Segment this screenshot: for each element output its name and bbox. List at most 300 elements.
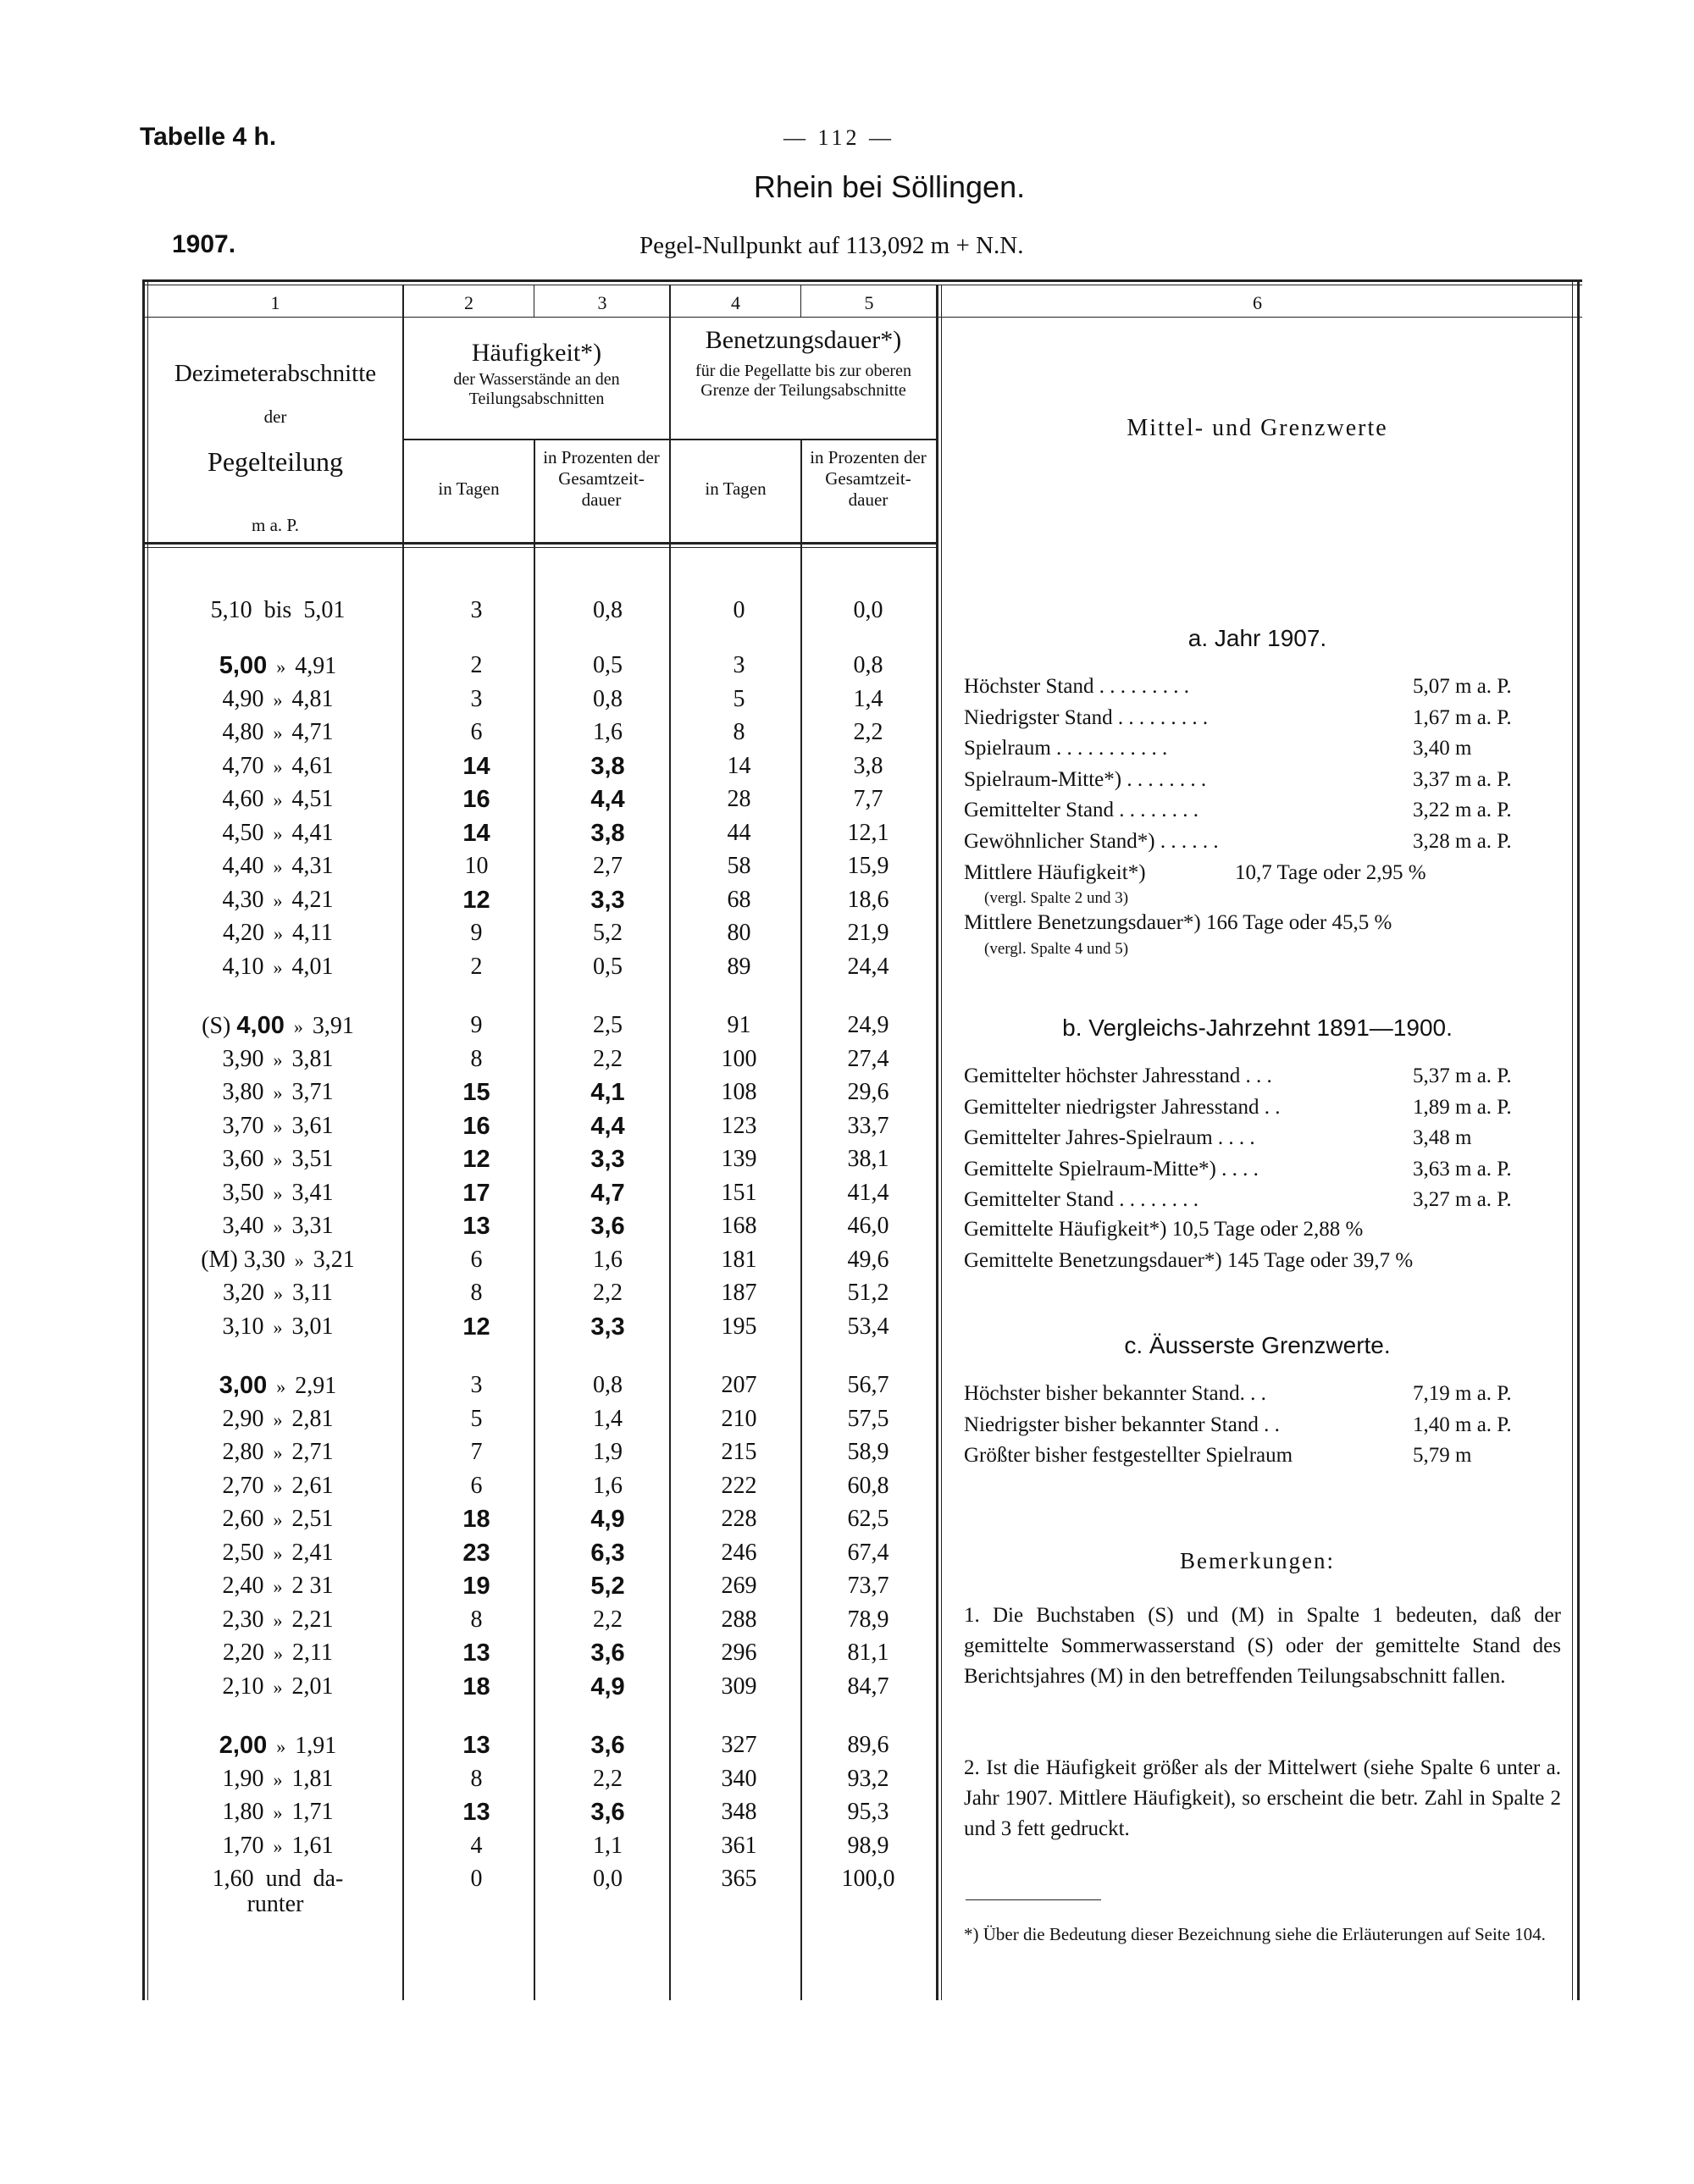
section-a-label: Höchster Stand . . . . . . . . . [964, 675, 1189, 698]
last-row-continuation: runter [246, 1891, 304, 1917]
pegel-range [142, 786, 413, 813]
table-row [0, 1639, 936, 1673]
benetzung-days: 195 [721, 1313, 757, 1340]
table-row [0, 1180, 936, 1214]
table-row [0, 1673, 936, 1707]
benetzung-percent: 73,7 [847, 1573, 889, 1599]
section-c-title: c. Äusserste Grenzwerte. [1124, 1332, 1391, 1358]
range-separator: » [263, 1768, 292, 1790]
table-right-border-inner [1572, 279, 1573, 2000]
range-separator: » [263, 856, 292, 877]
haeufigkeit-percent: 2,2 [593, 1765, 623, 1792]
pegel-range [142, 1732, 413, 1760]
benetzung-percent: 27,4 [847, 1045, 889, 1072]
section-a-value: 3,37 m a. P. [1413, 767, 1512, 791]
haeufigkeit-days: 6 [470, 1472, 483, 1499]
table-row [0, 1506, 936, 1540]
range-from: 4,20 [223, 920, 265, 946]
table-row [0, 1012, 936, 1046]
section-b-value: 1,89 m a. P. [1413, 1095, 1512, 1119]
range-from: 4,50 [222, 819, 264, 846]
haeufigkeit-percent: 0,5 [593, 652, 623, 678]
haeufigkeit-days: 13 [462, 1799, 490, 1826]
range-to: 4,21 [291, 886, 334, 913]
section-b-label: Gemittelte Spielraum-Mitte*) . . . . [964, 1157, 1259, 1180]
range-from: 3,00 [219, 1372, 268, 1399]
range-to: 3,71 [291, 1079, 334, 1105]
haeufigkeit-days: 5 [470, 1405, 483, 1432]
table-row [0, 753, 936, 787]
range-separator: » [263, 1182, 292, 1204]
pegel-range [142, 1573, 413, 1600]
haeufigkeit-percent: 1,6 [593, 719, 623, 745]
haeufigkeit-days: 16 [462, 1112, 490, 1140]
pegel-range [142, 920, 413, 947]
section-a-value: 1,67 m a. P. [1413, 705, 1512, 729]
benetzung-days: 5 [733, 685, 745, 712]
range-to: 2,71 [291, 1439, 334, 1465]
benetzung-percent: 0,8 [853, 652, 883, 678]
subheader-rule-4-5 [669, 439, 936, 440]
table-row [0, 1406, 936, 1440]
col1-title: Dezimeterabschnitte [174, 360, 377, 387]
benetzung-percent: 62,5 [847, 1506, 889, 1532]
table-row [0, 1280, 936, 1313]
haeufigkeit-days: 23 [462, 1539, 490, 1567]
range-to: 2,01 [291, 1673, 334, 1700]
pegel-range [142, 1639, 413, 1667]
pegel-range [142, 1046, 413, 1073]
haeufigkeit-days: 8 [470, 1045, 483, 1072]
haeufigkeit-days: 7 [470, 1439, 483, 1465]
haeufigkeit-days: 9 [470, 1012, 483, 1038]
table-row [0, 1573, 936, 1606]
col-number-2: 2 [464, 292, 473, 313]
pegel-range [142, 1280, 413, 1307]
range-from: 4,80 [222, 719, 264, 745]
benetzung-percent: 51,2 [847, 1280, 889, 1306]
pegel-range [142, 1439, 413, 1466]
range-separator: » [263, 1216, 292, 1237]
table-row [0, 1439, 936, 1473]
section-b-haeufigkeit [964, 1218, 1557, 1248]
section-a-mittlere-haeufigkeit [964, 861, 1557, 892]
range-to: 3,11 [292, 1280, 333, 1306]
range-separator: » [264, 923, 293, 944]
haeufigkeit-days: 13 [462, 1639, 490, 1667]
benetzung-days: 151 [721, 1179, 757, 1206]
section-a-item [964, 768, 1557, 799]
benetzung-days: 222 [721, 1472, 757, 1499]
haeufigkeit-percent: 3,3 [590, 1146, 625, 1173]
section-a-value: 3,22 m a. P. [1413, 799, 1512, 821]
col-number-1: 1 [270, 292, 280, 313]
range-from: 3,80 [222, 1079, 264, 1105]
mittlere-benetzung-label: Mittlere Benetzungsdauer*) 166 Tage oder 45,5 % [964, 911, 1392, 934]
haeufigkeit-days: 14 [462, 819, 490, 847]
col-number-5: 5 [864, 292, 874, 313]
benetzung-days: 100 [721, 1045, 757, 1072]
range-to: 4,71 [291, 719, 334, 745]
range-from: 2,50 [222, 1539, 264, 1566]
pegel-range [142, 719, 413, 746]
range-to: 3,01 [291, 1313, 334, 1340]
haeufigkeit-days: 9 [470, 920, 483, 946]
haeufigkeit-percent: 3,8 [590, 752, 625, 780]
col1-pegelteilung: Pegelteilung [208, 446, 343, 477]
haeufigkeit-days: 6 [470, 1246, 483, 1273]
haeufigkeit-percent: 4,7 [590, 1179, 625, 1207]
benetzung-percent: 1,4 [853, 685, 883, 712]
range-from: 3,10 [222, 1313, 264, 1340]
benetzung-days: 327 [721, 1732, 757, 1758]
haeufigkeit-days: 16 [462, 786, 490, 813]
benetzung-days: 123 [721, 1112, 757, 1139]
subtitle: Pegel-Nullpunkt auf 113,092 m + N.N. [639, 232, 1024, 259]
range-from: 2,80 [222, 1439, 264, 1465]
benetzung-percent: 60,8 [847, 1472, 889, 1499]
benetzung-percent: 24,4 [847, 953, 889, 980]
section-a-item [964, 799, 1557, 829]
benetzung-days: 207 [721, 1372, 757, 1398]
range-separator: » [263, 889, 292, 911]
range-separator: » [267, 1736, 296, 1757]
section-a-item [964, 830, 1557, 860]
section-a-value: 5,07 m a. P. [1413, 675, 1512, 698]
haeufigkeit-percent: 1,9 [593, 1439, 623, 1465]
range-from: 3,40 [222, 1213, 264, 1239]
table-label: Tabelle 4 h. [140, 123, 277, 151]
haeufigkeit-days: 14 [462, 752, 490, 780]
pegel-range [142, 1866, 413, 1893]
haeufigkeit-days: 2 [470, 652, 483, 678]
range-marker: (S) [202, 1013, 237, 1039]
range-separator: » [263, 1475, 292, 1497]
haeufigkeit-days: 8 [470, 1280, 483, 1306]
section-b-label: Gemittelter Stand . . . . . . . . [964, 1188, 1199, 1211]
range-from: 4,00 [236, 1012, 285, 1039]
benetzung-days: 58 [727, 853, 751, 879]
range-to: 3,31 [291, 1213, 334, 1239]
benetzung-percent: 53,4 [847, 1313, 889, 1340]
range-from: 1,70 [222, 1832, 264, 1859]
section-b-benetzung [964, 1249, 1557, 1280]
range-from: 2,30 [222, 1606, 264, 1633]
benetzung-days: 139 [721, 1146, 757, 1172]
range-from: 3,90 [222, 1045, 264, 1072]
section-b-item [964, 1188, 1557, 1219]
header-bottom-rule [142, 542, 938, 545]
table-row [0, 1046, 936, 1080]
table-row [0, 1213, 936, 1247]
pegel-range [142, 1673, 413, 1700]
haeufigkeit-days: 10 [464, 853, 489, 879]
table-row [0, 1606, 936, 1640]
pegel-range [142, 1606, 413, 1634]
range-to: 3,61 [291, 1112, 334, 1139]
table-row [0, 686, 936, 720]
haeufigkeit-days: 12 [462, 1313, 490, 1341]
haeufigkeit-percent: 3,3 [590, 1313, 625, 1341]
benetzung-percent: 81,1 [847, 1639, 889, 1666]
haeufigkeit-percent: 5,2 [593, 920, 623, 946]
haeufigkeit-percent: 4,4 [590, 1112, 625, 1140]
range-to: 2,21 [291, 1606, 334, 1633]
pegel-range [142, 686, 413, 713]
haeufigkeit-percent: 1,1 [593, 1832, 623, 1859]
benetzung-percent: 57,5 [847, 1405, 889, 1432]
col-number-rule [142, 317, 1582, 318]
pegel-range [142, 652, 413, 680]
range-to: 4,81 [291, 685, 334, 712]
gemittelte-benetzung: Gemittelte Benetzungsdauer*) 145 Tage oder 39,7 % [964, 1249, 1414, 1272]
range-separator: und [253, 1866, 313, 1892]
pegel-range [142, 1213, 413, 1240]
range-separator: » [263, 1609, 292, 1631]
haeufigkeit-days: 2 [470, 953, 483, 980]
haeufigkeit-percent: 3,6 [590, 1639, 625, 1667]
pegel-range [142, 820, 413, 847]
haeufigkeit-days: 13 [462, 1732, 490, 1759]
table-row [0, 1372, 936, 1406]
benetzung-days: 361 [721, 1832, 757, 1859]
mittlere-haeufigkeit-ref: (vergl. Spalte 2 und 3) [984, 889, 1129, 907]
benetzung-percent: 95,3 [847, 1799, 889, 1825]
haeufigkeit-days: 8 [470, 1606, 483, 1633]
range-separator: » [263, 1802, 292, 1823]
pegel-range [142, 954, 413, 981]
haeufigkeit-percent: 4,9 [590, 1673, 625, 1700]
haeufigkeit-days: 6 [470, 719, 483, 745]
pegel-range [142, 1313, 413, 1341]
table-row [0, 719, 936, 753]
mittlere-haeufigkeit-value: 10,7 Tage oder 2,95 % [1235, 861, 1426, 884]
range-from: 4,30 [222, 886, 264, 913]
page-title: Rhein bei Söllingen. [753, 169, 1026, 204]
range-to: 1,81 [291, 1765, 334, 1792]
haeufigkeit-percent: 2,2 [593, 1045, 623, 1072]
section-a-item [964, 706, 1557, 737]
table-row [0, 1766, 936, 1800]
range-to: 3,21 [313, 1246, 355, 1273]
section-a-label: Spielraum . . . . . . . . . . . [964, 737, 1168, 760]
benetzung-days: 296 [721, 1639, 757, 1666]
range-to: 2,91 [295, 1373, 337, 1399]
table-row [0, 954, 936, 987]
range-from: 1,90 [222, 1765, 264, 1792]
benetzung-percent: 58,9 [847, 1439, 889, 1465]
benetzung-days: 228 [721, 1506, 757, 1532]
range-from: 1,80 [222, 1799, 264, 1825]
range-separator: » [285, 1249, 313, 1271]
range-separator: » [264, 1643, 293, 1664]
range-to: 4,31 [291, 853, 334, 879]
range-to: 1,61 [291, 1832, 334, 1859]
range-separator: » [263, 755, 292, 777]
remark-2: 2. Ist die Häufigkeit größer als der Mittelwert (siehe Spalte 6 unter a. Jahr 1907. Mittlere Häufigkeit), so erscheint die betr. Zahl in Spalte 2 und 3 fett gedruckt. [964, 1756, 1561, 1840]
benetzung-percent: 18,6 [847, 886, 889, 913]
pegel-range [142, 753, 413, 780]
benetzung-percent: 98,9 [847, 1832, 889, 1859]
haeufigkeit-days: 0 [470, 1866, 483, 1892]
benetzung-days: 28 [727, 786, 751, 812]
benetzung-days: 3 [733, 652, 745, 678]
benetzung-percent: 78,9 [847, 1606, 889, 1633]
range-from: 2,90 [222, 1405, 264, 1432]
benetzung-days: 246 [721, 1539, 757, 1566]
benetzung-percent: 84,7 [847, 1673, 889, 1700]
benetzung-percent: 38,1 [847, 1146, 889, 1172]
haeufigkeit-percent: 4,9 [590, 1506, 625, 1533]
haeufigkeit-percent: 1,6 [593, 1472, 623, 1499]
benetzung-days: 309 [721, 1673, 757, 1700]
col-divider-4-upper [800, 285, 801, 317]
pegel-range [142, 1506, 413, 1533]
section-c-label: Größter bisher festgestellter Spielraum [964, 1444, 1293, 1467]
benetzung-days: 68 [727, 886, 751, 913]
range-separator: » [263, 789, 292, 810]
haeufigkeit-days: 3 [470, 1372, 483, 1398]
range-separator: » [263, 1442, 292, 1463]
pegel-range [142, 1473, 413, 1500]
section-a-label: Niedrigster Stand . . . . . . . . . [964, 705, 1209, 729]
section-c-label: Höchster bisher bekannter Stand. . . [964, 1382, 1266, 1405]
haeufigkeit-title: Häufigkeit*) [471, 339, 602, 367]
range-separator: » [263, 688, 292, 710]
benetzung-days: 14 [727, 752, 751, 779]
section-b-label: Gemittelter Jahres-Spielraum . . . . [964, 1126, 1255, 1149]
col5-in-prozenten: in Prozenten der Gesamtzeit-dauer [810, 447, 927, 510]
benetzung-percent: 21,9 [847, 920, 889, 946]
benetzung-percent: 2,2 [853, 719, 883, 745]
haeufigkeit-days: 12 [462, 886, 490, 914]
benetzung-days: 80 [727, 920, 751, 946]
pegel-range [142, 1766, 413, 1793]
range-from: 3,50 [222, 1179, 264, 1206]
col1-der: der [263, 406, 287, 427]
section-a-item [964, 675, 1557, 705]
col3-in-prozenten: in Prozenten der Gesamtzeit-dauer [543, 447, 660, 510]
haeufigkeit-percent: 5,2 [590, 1573, 625, 1600]
pegel-range [142, 1540, 413, 1567]
haeufigkeit-days: 4 [470, 1832, 483, 1859]
benetzung-days: 168 [721, 1213, 757, 1239]
section-b-value: 3,27 m a. P. [1413, 1188, 1512, 1211]
benetzung-percent: 49,6 [847, 1246, 889, 1273]
table-row [0, 820, 936, 854]
pegel-range [142, 1012, 413, 1040]
haeufigkeit-percent: 0,0 [593, 1866, 623, 1892]
table-row [0, 1146, 936, 1180]
table-row [0, 920, 936, 954]
pegel-range [142, 1372, 413, 1400]
table-row [0, 887, 936, 921]
table-row [0, 1799, 936, 1833]
range-separator: » [267, 1376, 296, 1397]
section-c-value: 5,79 m [1413, 1444, 1472, 1467]
range-from: 4,90 [222, 685, 264, 712]
year: 1907. [172, 230, 236, 258]
range-separator: » [263, 1115, 292, 1137]
haeufigkeit-days: 12 [462, 1146, 490, 1173]
haeufigkeit-days: 8 [470, 1765, 483, 1792]
benetzung-percent: 0,0 [853, 597, 883, 623]
range-separator: » [263, 1082, 292, 1103]
haeufigkeit-percent: 0,5 [593, 953, 623, 980]
benetzung-days: 215 [721, 1439, 757, 1465]
range-to: 5,01 [303, 597, 346, 623]
table-row [0, 1113, 936, 1147]
range-to: 4,41 [291, 819, 334, 846]
haeufigkeit-percent: 2,2 [593, 1606, 623, 1633]
range-separator: » [263, 1676, 292, 1698]
range-to: 4,11 [292, 920, 333, 946]
benetzung-percent: 33,7 [847, 1112, 889, 1139]
haeufigkeit-days: 18 [462, 1506, 490, 1533]
benetzung-days: 0 [733, 597, 745, 623]
table-row [0, 652, 936, 686]
table-row [0, 853, 936, 887]
benetzung-days: 181 [721, 1246, 757, 1273]
table-row [0, 1079, 936, 1113]
haeufigkeit-days: 13 [462, 1213, 490, 1240]
haeufigkeit-days: 17 [462, 1179, 490, 1207]
range-separator: » [284, 1016, 313, 1037]
benetzung-percent: 46,0 [847, 1213, 889, 1239]
benetzung-percent: 29,6 [847, 1079, 889, 1105]
range-to: 1,71 [291, 1799, 334, 1825]
benetzung-days: 365 [721, 1866, 757, 1892]
range-to: 3,51 [291, 1146, 334, 1172]
gemittelte-haeufigkeit: Gemittelte Häufigkeit*) 10,5 Tage oder 2,88 % [964, 1218, 1364, 1241]
benetzung-percent: 7,7 [853, 786, 883, 812]
benetzung-days: 269 [721, 1573, 757, 1599]
range-from: 2,10 [222, 1673, 264, 1700]
footnote-rule [966, 1899, 1101, 1900]
benetzung-days: 108 [721, 1079, 757, 1105]
remarks-title: Bemerkungen: [1180, 1548, 1335, 1573]
section-a-label: Gewöhnlicher Stand*) . . . . . . [964, 829, 1219, 853]
col1-unit: m a. P. [251, 515, 299, 535]
table-row [0, 1540, 936, 1573]
pegel-range [142, 1247, 413, 1274]
benetzung-days: 89 [727, 953, 751, 980]
section-a-value: 3,28 m a. P. [1413, 829, 1512, 853]
benetzung-percent: 12,1 [847, 819, 889, 846]
range-from: 2,20 [223, 1639, 265, 1666]
pegel-range [142, 1146, 413, 1173]
range-to: 4,01 [291, 953, 334, 980]
table-right-border [1577, 279, 1580, 2000]
header-bottom-rule-inner [142, 547, 938, 548]
range-separator: » [263, 956, 292, 978]
remark-1: 1. Die Buchstaben (S) und (M) in Spalte 1 bedeuten, daß der gemittelte Sommerwasserstand (S) oder der gemittelte Stand des Berichtsjahres (M) in den betreffenden Teilungsabschnitt fallen. [964, 1604, 1561, 1688]
range-to: 1,91 [295, 1733, 337, 1759]
benetzung-percent: 67,4 [847, 1539, 889, 1566]
range-from: 4,60 [222, 786, 264, 812]
haeufigkeit-percent: 1,4 [593, 1405, 623, 1432]
range-from: 3,70 [222, 1112, 264, 1139]
benetzung-days: 348 [721, 1799, 757, 1825]
haeufigkeit-days: 3 [470, 685, 483, 712]
section-a-item [964, 737, 1557, 767]
section-a-label: Spielraum-Mitte*) . . . . . . . . [964, 767, 1207, 791]
mittlere-benetzung-ref: (vergl. Spalte 4 und 5) [984, 940, 1129, 958]
section-a-title: a. Jahr 1907. [1187, 625, 1327, 651]
footnote: *) Über die Bedeutung dieser Bezeichnung siehe die Erläuterungen auf Seite 104. [964, 1924, 1546, 1944]
range-separator: » [263, 822, 292, 844]
range-to: 2 31 [291, 1573, 334, 1599]
